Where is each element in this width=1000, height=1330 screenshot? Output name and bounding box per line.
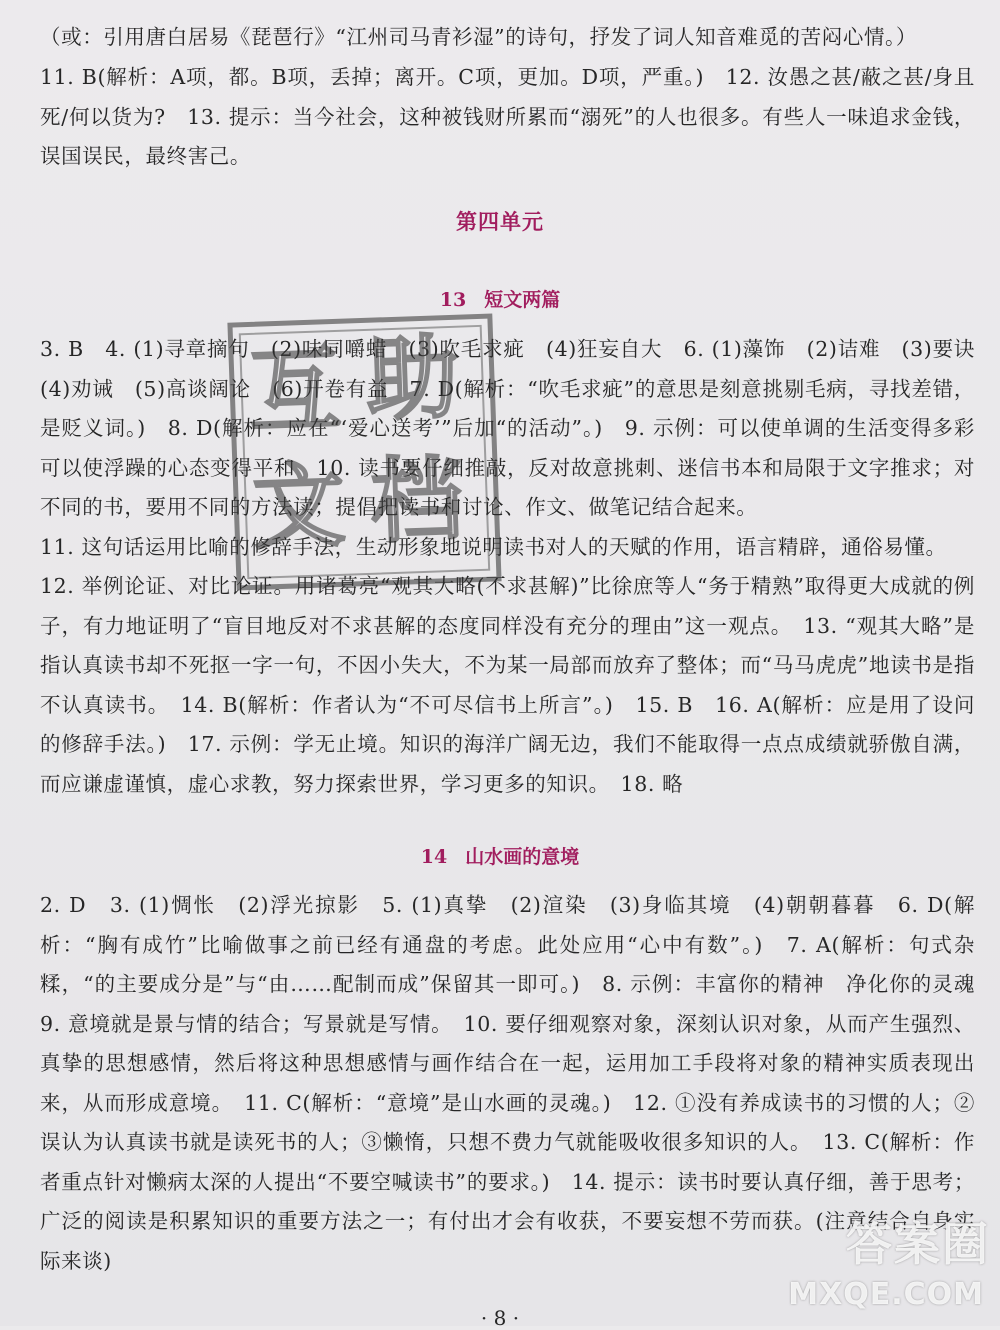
answer-paragraph: 3. B 4. (1)寻章摘句 (2)味同嚼蜡 (3)吹毛求疵 (4)狂妄自大 6. (1)藻饰 (2)诘难 (3)要诀 (4)劝诫 (5)高谈阔论 (6)开卷有益 7. D(解析：“吹毛求疵”的意思是刻意挑剔毛病，寻找差错，是贬义词。) 8. D(解析：应在“‘爱心送考’”后加“的活动”。) 9. 示例：可以使单调的生活变得多彩 可以使浮躁的心态变得平和 10. 读书要仔细推敲，反对故意挑刺、迷信书本和局限于文字推求；对不同的书，要用不同的方法读；提倡把读书和讨论、作文、做笔记结合起来。: [40, 337, 997, 519]
lesson-title: 短文两篇: [484, 289, 561, 311]
answer-paragraph: 2. D 3. (1)惆怅 (2)浮光掠影 5. (1)真挚 (2)渲染 (3)身临其境 (4)朝朝暮暮 6. D(解析：“胸有成竹”比喻做事之前已经有通盘的考虑。此处应用“心中有数”。) 7. A(解析：句式杂糅，“的主要成分是”与“由……配制而成”保留其一即可。) 8. 示例：丰富你的精神 净化你的灵魂 9. 意境就是景与情的结合；写景就是写情。 10. 要仔细观察对象，深刻认识对象，从而产生强烈、真挚的思想感情，然后将这种思想感情与画作结合在一起，运用加工手段将对象的精神实质表现出来，从而形成意境。 11. C(解析：“意境”是山水画的灵魂。) 12. ①没有养成读书的习惯的人；②误认为认真读书就是读死书的人；③懒惰，只想不费力气就能吸收很多知识的人。 13. C(解析：作者重点针对懒病太深的人提出“不要空喊读书”的要求。) 14. 提示：读书时要认真仔细，善于思考；广泛的阅读是积累知识的重要方法之一；有付出才会有收获，不要妄想不劳而获。(注意结合自身实际来谈): [40, 893, 997, 1273]
watermark-url: MXQE.COM: [788, 1277, 984, 1312]
lesson-number: 14: [420, 846, 448, 868]
lesson-number: 13: [439, 289, 467, 311]
watermark-logo-text: 答案圈: [846, 1217, 990, 1271]
answer-paragraph: 11. 这句话运用比喻的修辞手法，生动形象地说明读书对人的天赋的作用，语言精辟，通俗易懂。: [40, 535, 947, 559]
site-watermark: [760, 1208, 990, 1318]
stamp-character: 互: [246, 335, 343, 446]
lesson-14-heading: [0, 842, 1000, 869]
stamp-character: 助: [364, 323, 461, 434]
answer-paragraph: 12. 举例论证、对比论证。用诸葛亮“观其大略(不求甚解)”比徐庶等人“务于精熟”取得更大成就的例子，有力地证明了“盲目地反对不求甚解的态度同样没有充分的理由”这一观点。 13. “观其大略”是指认真读书却不死抠一字一句，不因小失大，不为某一局部而放弃了整体；而“马马虎虎”地读书是指不认真读书。 14. B(解析：作者认为“不可尽信书上所言”。) 15. B 16. A(解析：应是用了设问的修辞手法。) 17. 示例：学无止境。知识的海洋广阔无边，我们不能取得一点点成绩就骄傲自满，而应谦虚谨慎，虚心求教，努力探索世界，学习更多的知识。 18. 略: [40, 574, 975, 796]
stamp-character: 文: [251, 451, 347, 562]
watermark-stamp: [227, 313, 501, 590]
lesson-13-heading: [0, 285, 1000, 312]
answer-paragraph: 11. B(解析：A项，都。B项，丢掉；离开。C项，更加。D项，严重。) 12. 汝愚之甚/蔽之甚/身且死/何以货为? 13. 提示：当今社会，这种被钱财所累而“溺死”的人也很多。有些人一味追求金钱，误国误民，最终害己。: [40, 65, 975, 168]
page-number: · 8 ·: [480, 1306, 520, 1330]
unit-heading: 第四单元: [456, 209, 544, 234]
lesson-title: 山水画的意境: [465, 846, 580, 868]
answer-paragraph: （或：引用唐白居易《琵琶行》“江州司马青衫湿”的诗句，抒发了词人知音难觅的苦闷心情。）: [40, 25, 918, 49]
stamp-character: 档: [368, 445, 465, 556]
